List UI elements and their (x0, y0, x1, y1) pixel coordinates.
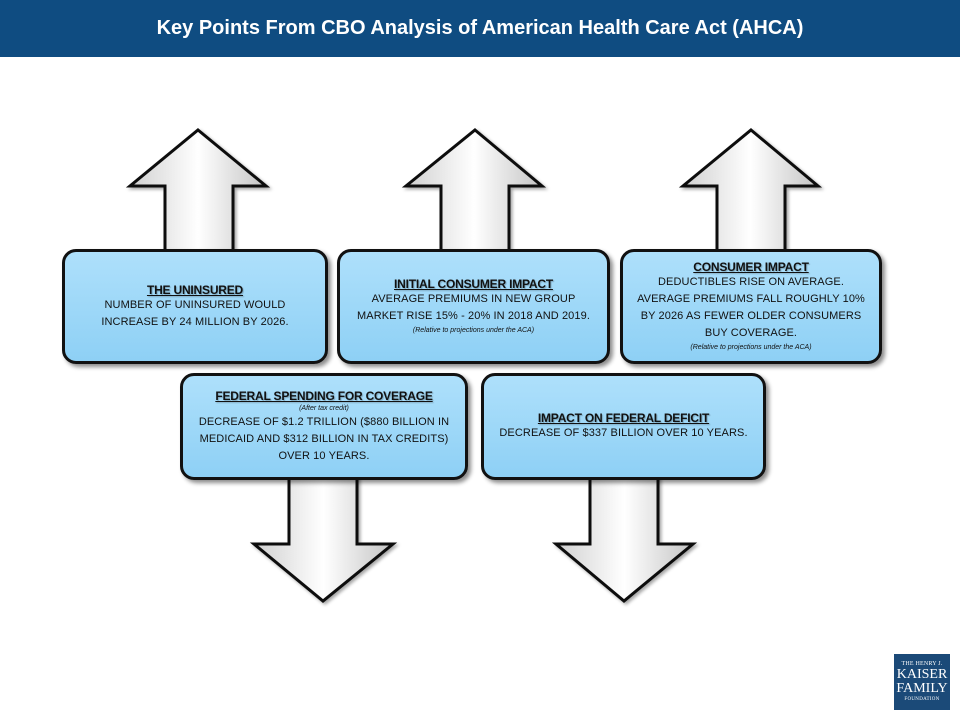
consumer-impact-box (620, 249, 882, 364)
logo-line-4: FOUNDATION (904, 697, 940, 702)
uninsured-title: THE UNINSURED (146, 282, 244, 297)
federal-spending-line-1: DECREASE OF $1.2 TRILLION ($880 BILLION IN (198, 415, 450, 428)
uninsured-line-1: NUMBER OF UNINSURED WOULD (104, 298, 286, 311)
federal-spending-subnote: (After tax credit) (299, 404, 349, 412)
consumer-impact-line-1: DEDUCTIBLES RISE ON AVERAGE. (658, 276, 844, 288)
consumer-impact-note: (Relative to projections under the ACA) (690, 344, 812, 351)
initial-consumer-impact-box (337, 249, 610, 364)
kaiser-family-foundation-logo (894, 654, 950, 710)
initial-consumer-impact-title: INITIAL CONSUMER IMPACT (394, 277, 553, 291)
initial-consumer-impact-line-2: MARKET RISE 15% - 20% IN 2018 AND 2019. (357, 310, 590, 322)
federal-deficit-title: IMPACT ON FEDERAL DEFICIT (537, 411, 710, 425)
up-arrow-uninsured (130, 130, 266, 252)
page-title: Key Points From CBO Analysis of American Health Care Act (AHCA) (156, 17, 804, 39)
uninsured-box (62, 249, 328, 364)
up-arrow-initial-consumer (406, 130, 542, 252)
down-arrow-federal-spending (254, 476, 393, 601)
logo-line-1: THE HENRY J. (901, 661, 943, 667)
initial-consumer-impact-note: (Relative to projections under the ACA) (412, 327, 535, 334)
uninsured-line-2: INCREASE BY 24 MILLION BY 2026. (101, 315, 289, 328)
down-arrow-deficit (556, 476, 693, 601)
federal-spending-line-3: OVER 10 YEARS. (278, 449, 370, 462)
consumer-impact-line-4: BUY COVERAGE. (704, 327, 798, 339)
federal-spending-box (180, 373, 468, 480)
federal-spending-title: FEDERAL SPENDING FOR COVERAGE (215, 388, 433, 403)
federal-deficit-box (481, 373, 766, 480)
consumer-impact-line-3: BY 2026 AS FEWER OLDER CONSUMERS (640, 310, 862, 322)
consumer-impact-title: CONSUMER IMPACT (693, 260, 809, 274)
up-arrow-consumer (683, 130, 818, 252)
logo-line-2: KAISER (896, 667, 948, 682)
federal-deficit-line-1: DECREASE OF $337 BILLION OVER 10 YEARS. (499, 427, 748, 439)
consumer-impact-line-2: AVERAGE PREMIUMS FALL ROUGHLY 10% (637, 293, 865, 305)
logo-line-3: FAMILY (896, 681, 948, 696)
federal-spending-line-2: MEDICAID AND $312 BILLION IN TAX CREDITS) (199, 432, 449, 445)
initial-consumer-impact-line-1: AVERAGE PREMIUMS IN NEW GROUP (371, 293, 576, 305)
